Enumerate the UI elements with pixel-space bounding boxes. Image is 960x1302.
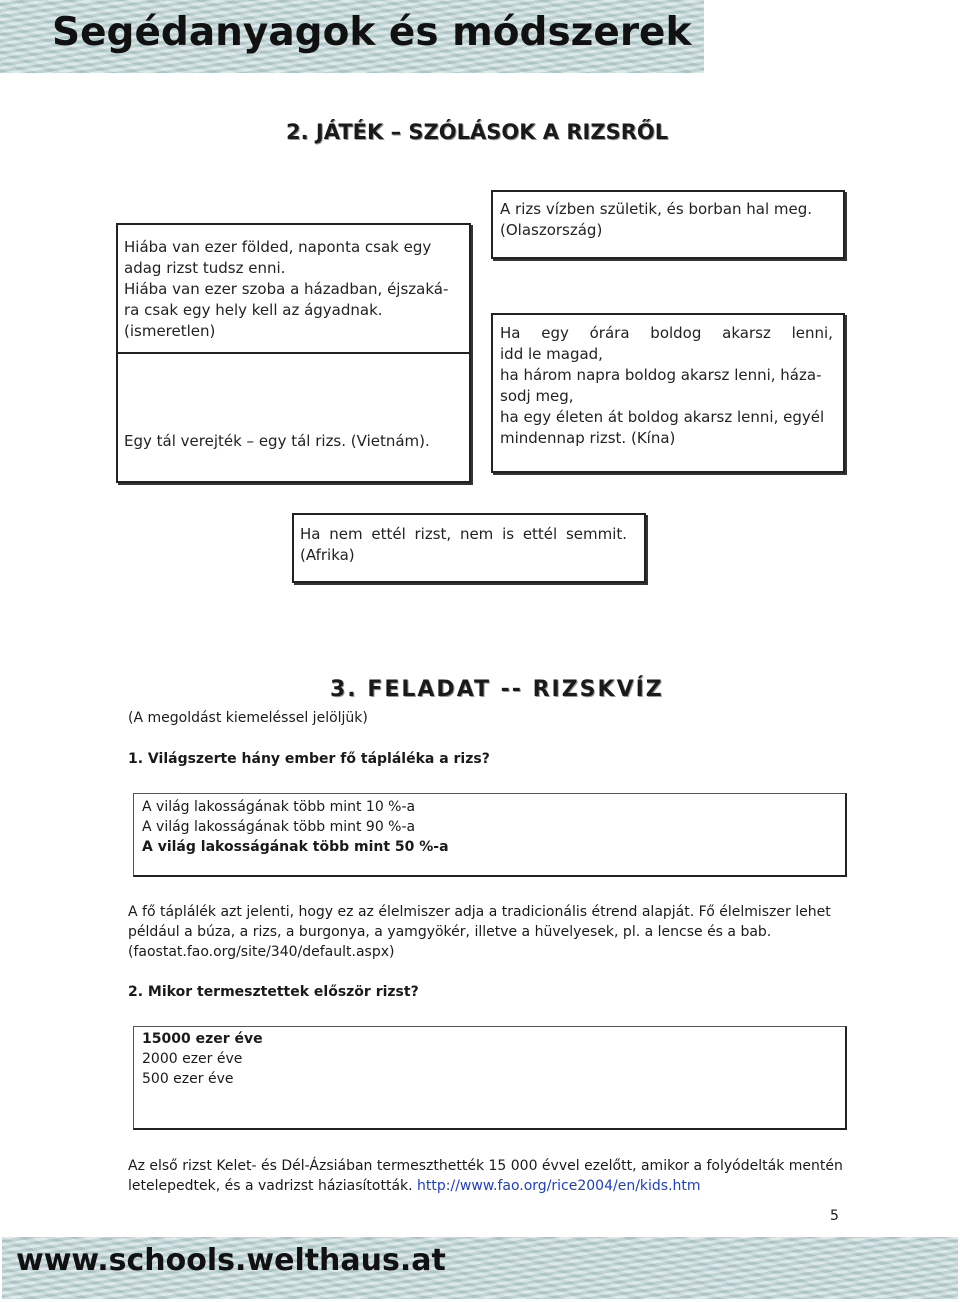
proverb-line: A rizs vízben születik, és borban hal meg. xyxy=(500,200,813,218)
proverb-separator xyxy=(116,352,471,354)
explanation-line: például a búza, a rizs, a burgonya, a yamgyökér, illetve a hüvelyesek, pl. a lencse és a bab. xyxy=(128,924,772,940)
explanation-line: (faostat.fao.org/site/340/default.aspx) xyxy=(128,944,395,960)
answer-option: 500 ezer éve xyxy=(142,1071,234,1087)
proverb-box-china xyxy=(491,313,845,473)
proverb-line: Ha egy órára boldog akarsz lenni, xyxy=(500,324,833,342)
answer-option: A világ lakosságának több mint 10 %-a xyxy=(142,799,416,815)
question-1: 1. Világszerte hány ember fő tápláléka a rizs? xyxy=(128,751,490,767)
explanation-text: letelepedtek, és a vadrizst háziasították. xyxy=(128,1178,413,1194)
answer-option: A világ lakosságának több mint 90 %-a xyxy=(142,819,416,835)
proverb-line: (ismeretlen) xyxy=(124,322,216,340)
footer-site: www.schools.welthaus.at xyxy=(16,1243,446,1278)
question-1-explanation xyxy=(128,902,831,962)
proverb-line: (Olaszország) xyxy=(500,221,603,239)
explanation-line xyxy=(128,1176,843,1196)
proverb-box-italy xyxy=(491,190,845,259)
proverb-line: Ha nem ettél rizst, nem is ettél semmit. xyxy=(300,525,628,543)
answer-option-correct: A világ lakosságának több mint 50 %-a xyxy=(142,839,449,855)
answer-box-1 xyxy=(133,793,847,877)
proverb-box-left xyxy=(116,223,471,483)
proverb-line: adag rizst tudsz enni. xyxy=(124,259,286,277)
proverb-vietnam: Egy tál verejték – egy tál rizs. (Vietnám). xyxy=(124,432,430,450)
proverb-line: ha három napra boldog akarsz lenni, háza- xyxy=(500,366,822,384)
fao-kids-link[interactable]: http://www.fao.org/rice2004/en/kids.htm xyxy=(417,1178,701,1194)
proverb-line: Hiába van ezer szoba a házadban, éjszaká- xyxy=(124,280,449,298)
section-3-title: 3. FELADAT -- RIZSKVÍZ xyxy=(330,677,664,702)
section-2-title: 2. JÁTÉK – SZÓLÁSOK A RIZSRŐL xyxy=(286,120,669,144)
question-2: 2. Mikor termesztettek először rizst? xyxy=(128,984,419,1000)
answer-option: 2000 ezer éve xyxy=(142,1051,243,1067)
section-3-note: (A megoldást kiemeléssel jelöljük) xyxy=(128,710,368,726)
page-number: 5 xyxy=(830,1208,839,1224)
proverb-box-africa xyxy=(292,513,646,583)
answer-option-correct: 15000 ezer éve xyxy=(142,1031,263,1047)
proverb-line: (Afrika) xyxy=(300,546,355,564)
proverb-line: Hiába van ezer földed, naponta csak egy xyxy=(124,238,432,256)
proverb-line: ra csak egy hely kell az ágyadnak. xyxy=(124,301,383,319)
question-2-explanation xyxy=(128,1156,843,1196)
proverb-line: mindennap rizst. (Kína) xyxy=(500,429,676,447)
explanation-line: A fő táplálék azt jelenti, hogy ez az élelmiszer adja a tradicionális étrend alapját. Fő élelmiszer lehet xyxy=(128,904,831,920)
proverb-line: ha egy életen át boldog akarsz lenni, egyél xyxy=(500,408,825,426)
proverb-line: sodj meg, xyxy=(500,387,574,405)
explanation-line: Az első rizst Kelet- és Dél-Ázsiában termeszthették 15 000 évvel ezelőtt, amikor a folyódelták mentén xyxy=(128,1158,843,1174)
proverb-line: idd le magad, xyxy=(500,345,603,363)
answer-box-2 xyxy=(133,1026,847,1130)
page-title: Segédanyagok és módszerek xyxy=(52,10,692,55)
